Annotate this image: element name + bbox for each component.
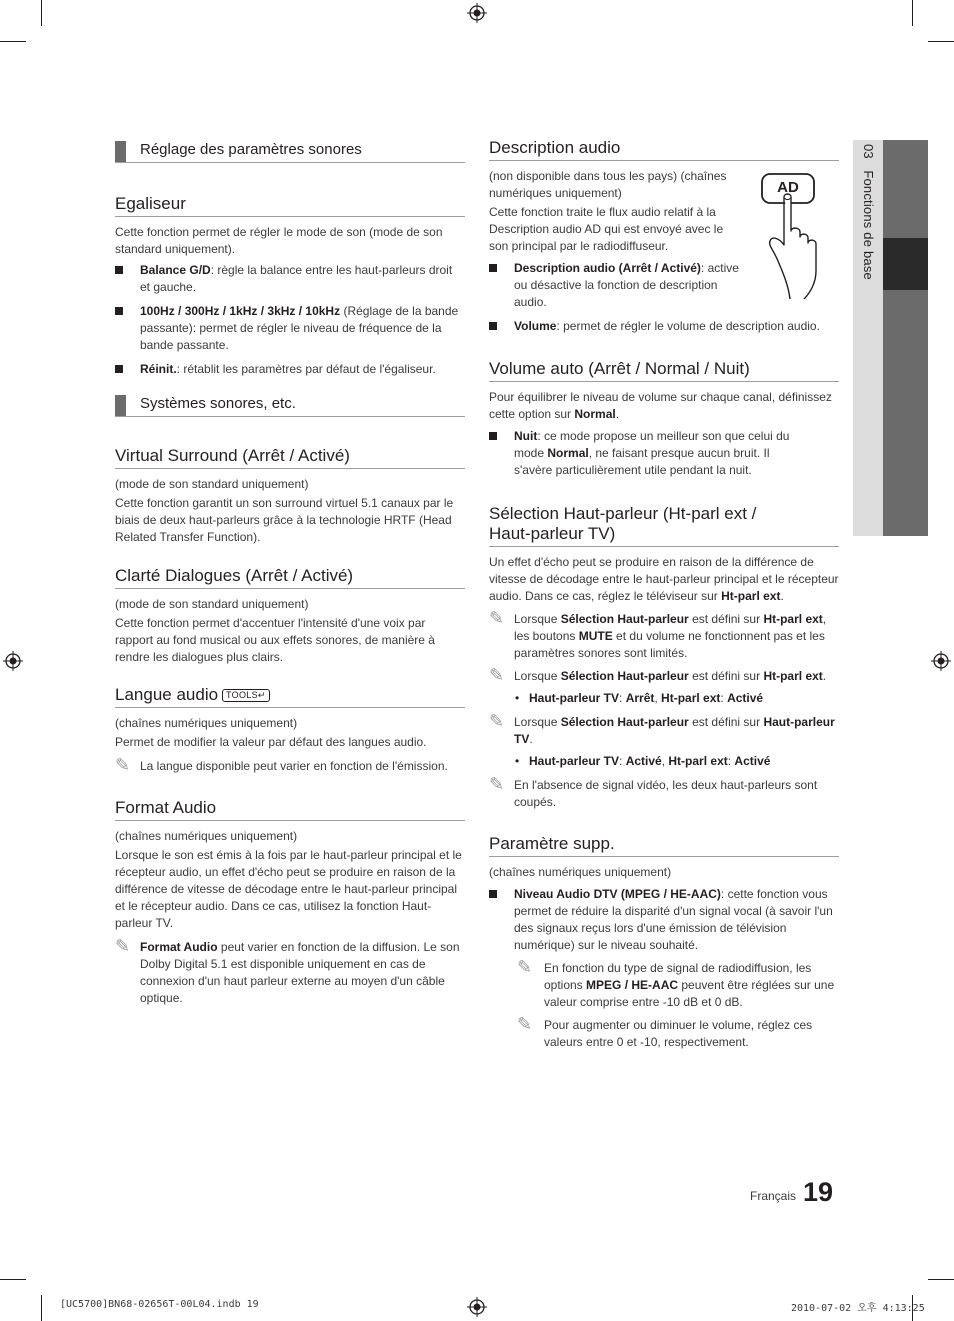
crop-mark: [41, 1295, 42, 1321]
section-title-egaliseur: Egaliseur: [115, 194, 465, 217]
registration-mark-icon: [931, 651, 951, 671]
section-title-virtual-surround: Virtual Surround (Arrêt / Activé): [115, 446, 465, 469]
section-title-langue: Langue audio TOOLS↵: [115, 685, 465, 708]
pencil-note-icon: ✎: [517, 957, 533, 977]
crop-mark: [928, 1279, 954, 1280]
pencil-note-icon: ✎: [115, 755, 131, 775]
subsection-heading: Réglage des paramètres sonores: [115, 138, 465, 163]
crop-mark: [0, 41, 26, 42]
section-note: (non disponible dans tous les pays) (chaînes numériques uniquement): [489, 169, 727, 200]
chapter-number: 03: [861, 144, 876, 159]
pencil-note-icon: ✎: [517, 1014, 533, 1034]
chapter-title: Fonctions de base: [861, 170, 876, 280]
list-item: Niveau Audio DTV (MPEG / HE-AAC): cette fonction vous permet de réduire la disparité d'un signal vocal (à savoir l'un des signaux reçus lors d'une émission de télévision numérique) sur le niveau souhaité.: [489, 886, 839, 954]
subsection-heading: Systèmes sonores, etc.: [115, 392, 465, 417]
section-note: (chaînes numériques uniquement): [115, 716, 298, 730]
note-item: ✎ Lorsque Sélection Haut-parleur est défini sur Ht-parl ext, les boutons MUTE et du volume ne fonctionnent pas et les paramètres sonores sont limités.: [489, 608, 827, 660]
note-item: ✎ Lorsque Sélection Haut-parleur est défini sur Ht-parl ext.: [489, 665, 827, 685]
note-item: ✎ En l'absence de signal vidéo, les deux haut-parleurs sont coupés.: [489, 774, 818, 809]
crop-mark: [41, 0, 42, 26]
chapter-tab-marker: [883, 238, 928, 290]
crop-mark: [0, 1279, 26, 1280]
section-title-volume-auto: Volume auto (Arrêt / Normal / Nuit): [489, 359, 839, 382]
pencil-note-icon: ✎: [489, 608, 505, 628]
section-title-clarte: Clarté Dialogues (Arrêt / Activé): [115, 566, 465, 589]
section-text: Cette fonction traite le flux audio relatif à la Description audio AD qui est envoyé avec le son principal par le radiodiffuseur.: [489, 205, 724, 253]
section-title-description-audio: Description audio: [489, 138, 839, 161]
note-item: ✎ Format Audio peut varier en fonction de la diffusion. Le son Dolby Digital 5.1 est disponible uniquement en cas de connexion d'un haut parleur externe au moyen d'un câble optique.: [115, 936, 460, 1005]
section-title-parametre-supp: Paramètre supp.: [489, 834, 839, 857]
crop-mark: [928, 41, 954, 42]
section-text: Pour équilibrer le niveau de volume sur chaque canal, définissez cette option sur Normal.: [489, 390, 832, 421]
list-item: Balance G/D: règle la balance entre les haut-parleurs droit et gauche.: [115, 262, 465, 296]
section-text: Lorsque le son est émis à la fois par le haut-parleur principal et le récepteur audio, un effet d'écho peut se produire en raison de la différence de vitesse de décodage entre le haut-parleur principal et le récepteur audio. Dans ce cas, utilisez la fonction Haut-parleur TV.: [115, 848, 462, 930]
registration-mark-icon: [467, 3, 487, 23]
print-info-date: 2010-07-02 오후 4:13:25: [791, 1303, 925, 1314]
tools-badge: TOOLS↵: [222, 689, 270, 702]
pencil-note-icon: ✎: [489, 774, 505, 794]
chapter-label: [857, 144, 879, 280]
note-item: ✎ Pour augmenter ou diminuer le volume, réglez ces valeurs entre 0 et -10, respectivement.: [517, 1014, 813, 1049]
list-item: • Haut-parleur TV: Activé, Ht-parl ext: Activé: [489, 753, 839, 770]
section-text: Cette fonction permet d'accentuer l'intensité d'une voix par rapport au fond musical ou aux effets sonores, de manière à rendre les dialogues plus clairs.: [115, 616, 435, 664]
ad-button-illustration: [758, 171, 822, 301]
note-item: ✎ Lorsque Sélection Haut-parleur est défini sur Haut-parleur TV.: [489, 711, 835, 746]
list-item: Réinit.: rétablit les paramètres par défaut de l'égaliseur.: [115, 361, 465, 378]
section-note: (mode de son standard uniquement): [115, 477, 309, 491]
section-note: (chaînes numériques uniquement): [489, 865, 672, 879]
list-item: Nuit: ce mode propose un meilleur son que celui du mode Normal, ne faisant presque aucun bruit. Il s'avère particulièrement utile pendant la nuit.: [489, 428, 839, 479]
footer-language: Français: [750, 1189, 797, 1203]
crop-mark: [912, 0, 913, 26]
list-item: 100Hz / 300Hz / 1kHz / 3kHz / 10kHz (Réglage de la bande passante): permet de régler le niveau de fréquence de la bande passante.: [115, 303, 465, 354]
section-text: Un effet d'écho peut se produire en raison de la différence de vitesse de décodage entre le haut-parleur principal et le récepteur audio. Dans ce cas, réglez le téléviseur sur Ht-parl ext.: [489, 555, 839, 603]
ad-button-label: AD: [777, 179, 799, 196]
print-info-file: [UC5700]BN68-02656T-00L04.indb 19: [60, 1299, 259, 1310]
section-text: Cette fonction garantit un son surround virtuel 5.1 canaux par le biais de deux haut-parleurs grâce à la technologie HRTF (Head Related Transfer Function).: [115, 496, 454, 544]
pencil-note-icon: ✎: [489, 711, 505, 731]
pencil-note-icon: ✎: [489, 665, 505, 685]
section-title-selection: Sélection Haut-parleur (Ht-parl ext / Haut-parleur TV): [489, 504, 839, 547]
list-item: Volume: permet de régler le volume de description audio.: [489, 318, 839, 335]
chapter-tab-dark: [883, 140, 928, 536]
note-item: ✎ La langue disponible peut varier en fonction de l'émission.: [115, 755, 448, 775]
list-item: • Haut-parleur TV: Arrêt, Ht-parl ext: Activé: [489, 690, 839, 707]
section-title-format: Format Audio: [115, 798, 465, 821]
pencil-note-icon: ✎: [115, 936, 131, 956]
section-text: Permet de modifier la valeur par défaut des langues audio.: [115, 735, 427, 749]
left-column: [115, 138, 465, 1007]
registration-mark-icon: [467, 1297, 487, 1317]
page-number: 19: [803, 1177, 834, 1207]
egaliseur-intro: Cette fonction permet de régler le mode de son (mode de son standard uniquement).: [115, 225, 443, 256]
section-note: (chaînes numériques uniquement): [115, 829, 298, 843]
list-item: Description audio (Arrêt / Activé): active ou désactive la fonction de description audio.: [489, 260, 744, 311]
section-note: (mode de son standard uniquement): [115, 597, 309, 611]
chapter-tab: [853, 140, 928, 536]
registration-mark-icon: [3, 651, 23, 671]
note-item: ✎ En fonction du type de signal de radiodiffusion, les options MPEG / HE-AAC peuvent être réglées sur une valeur comprise entre -10 dB et 0 dB.: [517, 957, 835, 1009]
